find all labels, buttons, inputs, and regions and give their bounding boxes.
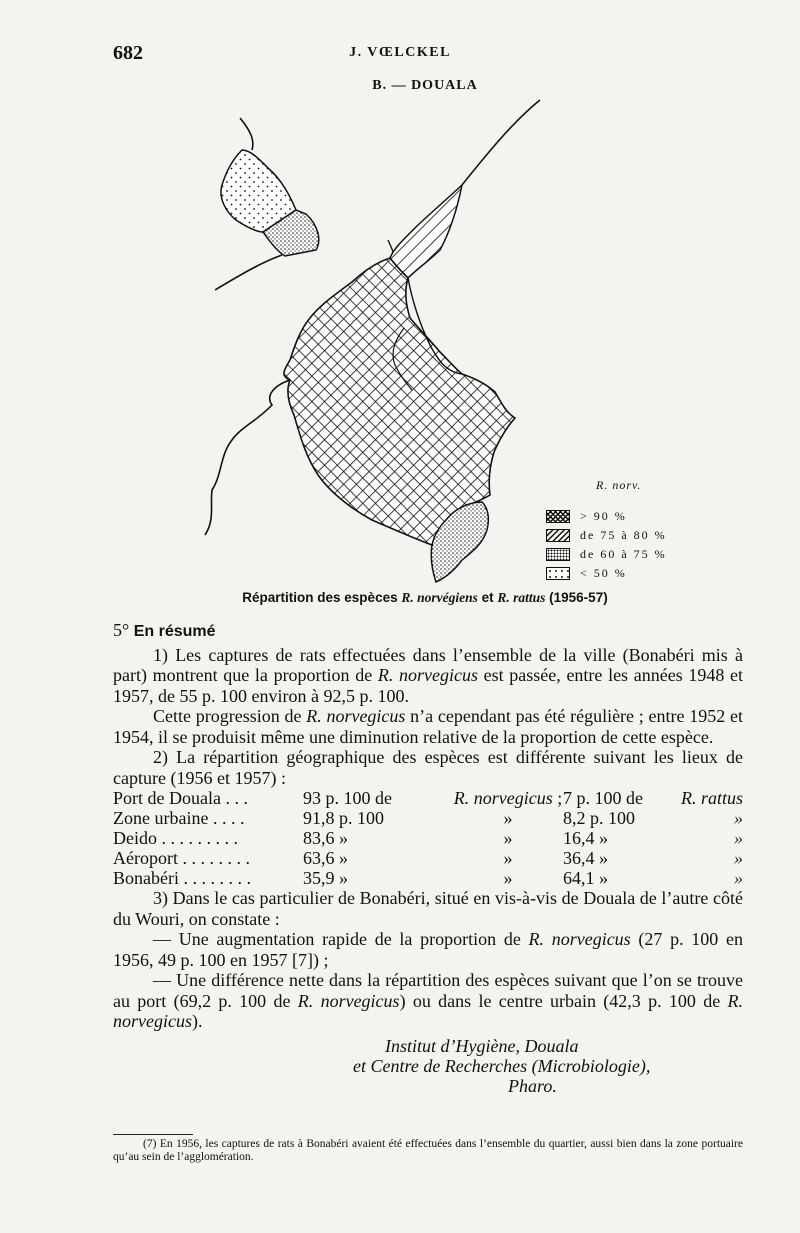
caption-text: (1956-57)	[545, 590, 608, 605]
table-cell	[453, 868, 563, 888]
paragraph	[113, 970, 743, 1032]
species-name: R. norvegicus	[297, 990, 400, 1011]
table-cell	[113, 868, 303, 888]
signature-line: et Centre de Recherches (Microbiologie),	[353, 1055, 651, 1076]
legend-label: de 75 à 80 %	[580, 528, 667, 542]
river-line	[240, 118, 253, 150]
paragraph: 3) Dans le cas particulier de Bonabéri, situé en vis-à-vis de Douala de l’autre côté du Wouri, on constate :	[113, 888, 743, 929]
legend-item	[546, 507, 686, 526]
table-cell	[673, 808, 743, 828]
table-row	[113, 808, 743, 828]
legend-item	[546, 526, 686, 545]
paragraph	[113, 645, 743, 707]
figure-caption	[0, 590, 800, 606]
river-line	[205, 380, 290, 535]
footnote: (7) En 1956, les captures de rats à Bonabéri avaient été effectuées dans l’ensemble du quartier, aussi bien dans la zone portuaire qu’au sein de l’agglomération.	[113, 1138, 743, 1163]
table-cell	[303, 828, 453, 848]
cell-text: »	[503, 808, 513, 828]
cell-text: 64,1 »	[563, 868, 608, 888]
caption-species: R. norvégiens	[401, 590, 478, 605]
paragraph	[113, 706, 743, 747]
table-cell	[673, 788, 743, 808]
species-name: R. norvegicus	[113, 990, 743, 1031]
diagonal-hatch-swatch-icon	[546, 529, 570, 542]
table-cell	[453, 808, 563, 828]
table-cell	[113, 808, 303, 828]
table-cell	[303, 808, 453, 828]
cell-text: 7 p. 100 de	[563, 788, 643, 808]
cell-text: »	[503, 868, 513, 888]
cell-text: 16,4 »	[563, 828, 608, 848]
text: — Une différence nette dans la répartition des espèces suivant que l’on se trouve au port (69,2 p. 100 de	[113, 970, 743, 1011]
running-head: J. VŒLCKEL	[349, 45, 451, 60]
caption-text: et	[477, 590, 498, 605]
cell-text: 63,6 »	[303, 848, 348, 868]
section-heading	[113, 620, 743, 643]
sparse-dots-swatch-icon	[546, 567, 570, 580]
text: ) ou dans le centre urbain (42,3 p. 100 de	[399, 990, 728, 1011]
species-distribution-table	[113, 788, 743, 888]
table-cell	[563, 788, 673, 808]
table-cell	[673, 828, 743, 848]
table-row	[113, 788, 743, 808]
legend-label: de 60 à 75 %	[580, 547, 667, 561]
table-cell	[113, 828, 303, 848]
section-number: 5°	[113, 620, 130, 640]
cell-text: Port de Douala . . .	[113, 788, 248, 808]
cell-text: »	[734, 828, 743, 848]
map-title: B. — DOUALA	[372, 78, 478, 93]
cell-text: R. rattus	[680, 788, 743, 808]
paragraph	[113, 929, 743, 970]
text: ).	[191, 1011, 203, 1031]
signature-line: Pharo.	[508, 1075, 557, 1096]
caption-text: Répartition des espèces	[242, 590, 402, 605]
cell-text: »	[734, 808, 743, 828]
species-name: R. norvegicus	[377, 665, 478, 685]
text: est passée, entre les années 1948 et 1957, de 55 p. 100 environ à 92,5 p. 100.	[113, 665, 743, 706]
table-row	[113, 848, 743, 868]
page-number: 682	[113, 42, 143, 64]
table-cell	[453, 848, 563, 868]
cell-text: 93 p. 100 de	[303, 788, 392, 808]
species-name: R. norvegicus	[453, 788, 553, 808]
cell-text: »	[503, 848, 513, 868]
species-name: R. norvegicus	[528, 929, 631, 949]
river-line	[462, 100, 540, 185]
section-title: En résumé	[133, 623, 216, 640]
table-cell	[563, 828, 673, 848]
table-row	[113, 868, 743, 888]
river-line	[215, 255, 282, 290]
text: (27 p. 100 en 1956, 49 p. 100 en 1957 [7]) ;	[113, 929, 743, 970]
cell-text: 8,2 p. 100	[563, 808, 635, 828]
text: Cette progression de	[153, 706, 307, 726]
cell-text: 36,4 »	[563, 848, 608, 868]
table-cell	[453, 828, 563, 848]
map-legend	[546, 478, 686, 583]
zone-75-80	[390, 185, 462, 278]
legend-item	[546, 564, 686, 583]
text: 1) Les captures de rats effectuées dans l’ensemble de la ville (Bonabéri mis à part) montrent que la proportion de	[113, 644, 743, 685]
cell-text: »	[734, 868, 743, 888]
cross-hatch-swatch-icon	[546, 510, 570, 523]
text: — Une augmentation rapide de la proportion de	[153, 929, 529, 949]
species-name: R. norvegicus	[306, 706, 406, 726]
table-cell	[303, 788, 453, 808]
legend-item	[546, 545, 686, 564]
table-cell	[303, 848, 453, 868]
table-cell	[113, 788, 303, 808]
table-cell	[673, 848, 743, 868]
table-cell	[563, 868, 673, 888]
legend-label: > 90 %	[580, 509, 627, 523]
cell-text: »	[503, 828, 513, 848]
table-cell	[563, 808, 673, 828]
signature-block	[113, 1036, 743, 1096]
footnote-rule	[113, 1134, 193, 1135]
cell-text: ;	[552, 788, 563, 808]
dense-dots-swatch-icon	[546, 548, 570, 561]
table-cell	[113, 848, 303, 868]
cell-text: 83,6 »	[303, 828, 348, 848]
table-cell	[673, 868, 743, 888]
cell-text: Bonabéri . . . . . . . .	[113, 868, 251, 888]
legend-title: R. norv.	[596, 478, 642, 492]
cell-text: »	[734, 848, 743, 868]
signature-line: Institut d’Hygiène, Douala	[385, 1035, 579, 1056]
cell-text: Aéroport . . . . . . . .	[113, 848, 250, 868]
cell-text: 91,8 p. 100	[303, 808, 384, 828]
caption-species: R. rattus	[497, 590, 546, 605]
cell-text: Deido . . . . . . . . .	[113, 828, 238, 848]
cell-text: 35,9 »	[303, 868, 348, 888]
cell-text: Zone urbaine . . . .	[113, 808, 245, 828]
table-cell	[303, 868, 453, 888]
text: n’a cependant pas été régulière ; entre 1952 et 1954, il se produisit même une diminution relative de la proportion de cette espèce.	[113, 706, 743, 747]
table-cell	[453, 788, 563, 808]
table-cell	[563, 848, 673, 868]
paragraph: 2) La répartition géographique des espèces est différente suivant les lieux de capture (1956 et 1957) :	[113, 747, 743, 788]
legend-label: < 50 %	[580, 566, 627, 580]
body-text	[113, 620, 743, 1096]
table-row	[113, 828, 743, 848]
